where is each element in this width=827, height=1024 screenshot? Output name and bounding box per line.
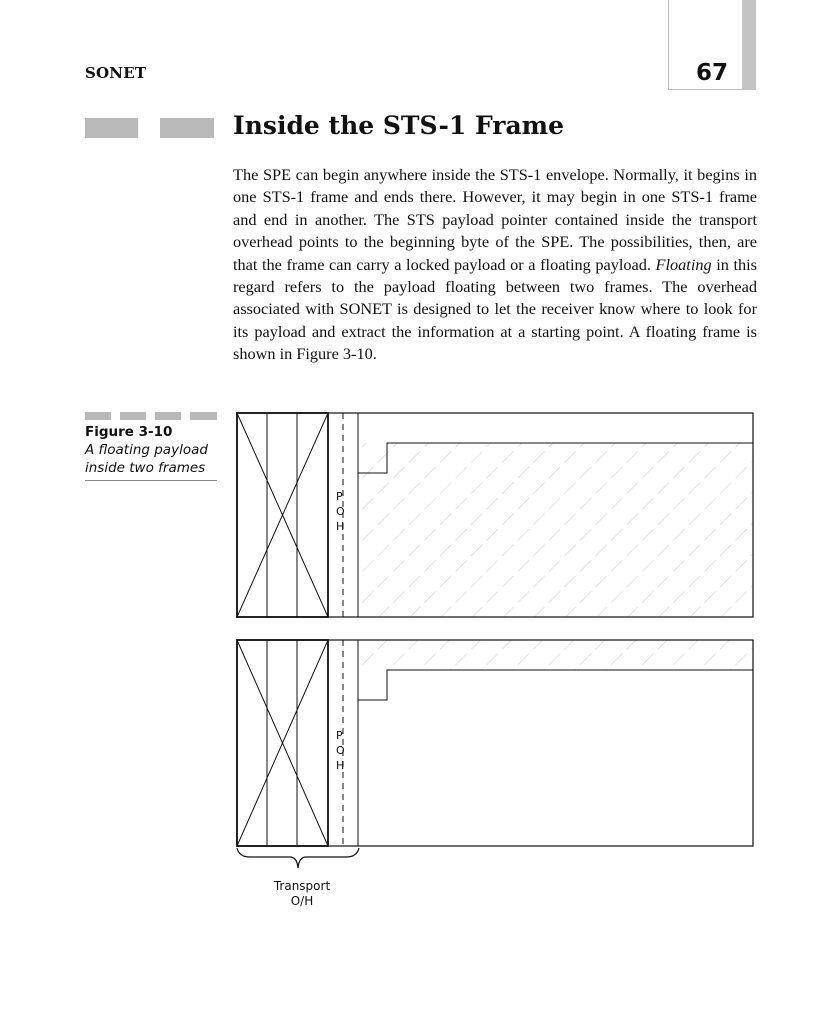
paragraph-part-2: in this regard refers to the payload floating between two frames. The overhead associated with SONET is designed to let the receiver know where to look for its payload and extract the information at a starting point. A floating frame is shown in Figure 3-10. bbox=[233, 254, 757, 364]
frame-2-poh-letter-h: H bbox=[336, 759, 345, 772]
transport-label-line-1: Transport bbox=[273, 879, 331, 893]
frame-2-payload-hatch bbox=[358, 640, 753, 670]
frame-2-payload-start-step bbox=[358, 670, 753, 700]
frame-2-poh-letter-p: P bbox=[336, 729, 343, 742]
frame-1-poh-letter-p: P bbox=[336, 490, 343, 503]
frame-2 bbox=[237, 640, 753, 846]
transport-oh-brace bbox=[237, 848, 359, 868]
paragraph-part-1: The SPE can begin anywhere inside the STS-1 envelope. Normally, it begins in one STS-1 frame and ends there. However, it may begin in one STS-1 frame and end in another. The STS payload pointer contained inside the transport overhead points to the beginning byte of the SPE. The possibilities, then, are that the frame can carry a locked payload or a floating payload. bbox=[233, 165, 757, 274]
frame-1-hatch-top-right bbox=[387, 413, 753, 443]
paragraph-italic-term: Floating bbox=[655, 254, 712, 274]
running-head: SONET bbox=[85, 64, 147, 82]
frame-2-poh-letter-o: O bbox=[336, 744, 345, 757]
figure-number: Figure 3-10 bbox=[85, 424, 173, 440]
frame-1 bbox=[237, 413, 753, 617]
section-title: Inside the STS-1 Frame bbox=[233, 111, 565, 140]
frame-1-poh-letter-o: O bbox=[336, 505, 345, 518]
frame-1-poh-letter-h: H bbox=[336, 520, 345, 533]
frame-1-payload-hatch bbox=[358, 443, 753, 617]
transport-label-line-2: O/H bbox=[290, 894, 314, 908]
page-number: 67 bbox=[695, 60, 728, 86]
figure-caption-text: A floating payload inside two frames bbox=[85, 442, 208, 476]
